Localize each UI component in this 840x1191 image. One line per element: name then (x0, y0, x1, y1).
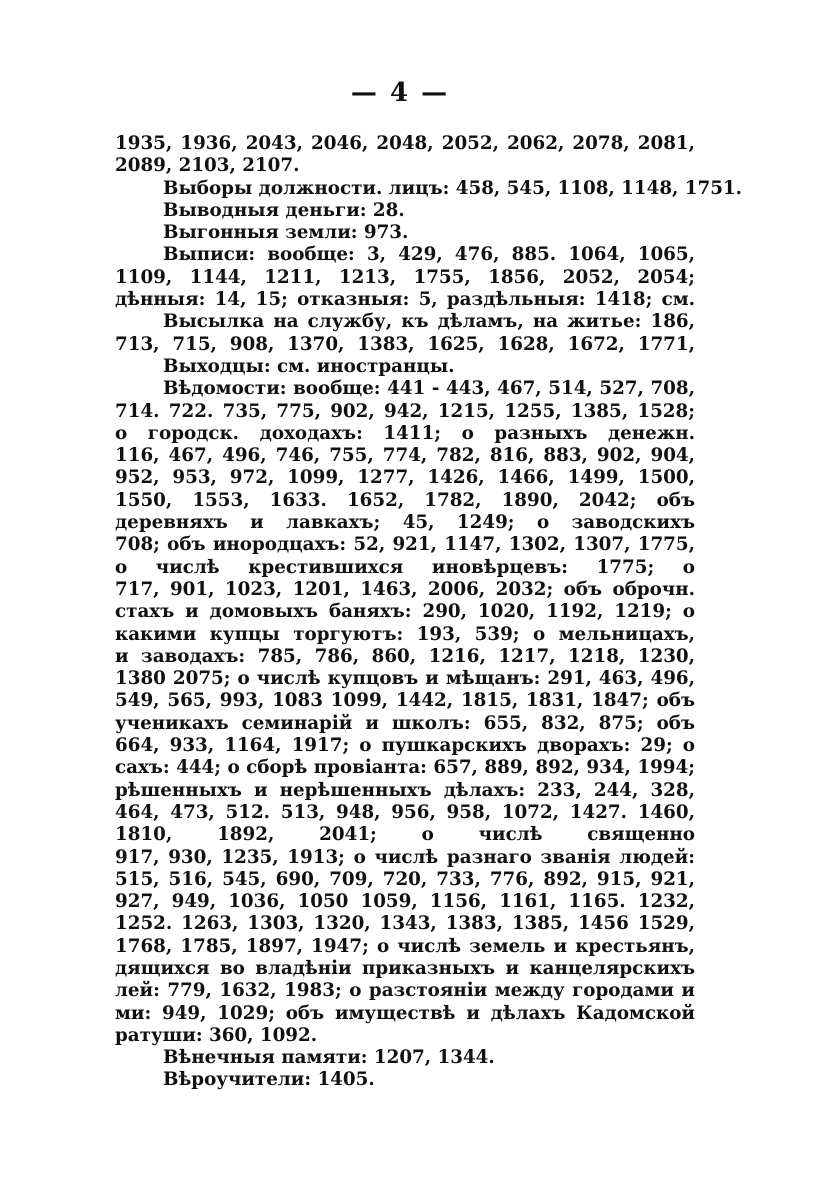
text-line: Выгонныя земли: 973. (163, 222, 409, 244)
text-line: какими купцы торгуютъ: 193, 539; о мельницахъ, (115, 623, 695, 645)
text-line: сахъ: 444; о сборѣ провіанта: 657, 889, 892, 934, 1994; (115, 757, 695, 779)
text-line: дящихся во владѣніи приказныхъ и канцелярскихъ (115, 957, 695, 979)
text-line: 952, 953, 972, 1099, 1277, 1426, 1466, 1499, 1500, (115, 467, 695, 489)
text-line: ученикахъ семинарій и школъ: 655, 832, 875; объ (115, 712, 695, 734)
text-line: 2089, 2103, 2107. (115, 155, 300, 177)
text-line: 1109, 1144, 1211, 1213, 1755, 1856, 2052, 2054; (115, 266, 695, 288)
text-line: 714. 722. 735, 775, 902, 942, 1215, 1255, 1385, 1528; (115, 400, 695, 422)
text-line: и заводахъ: 785, 786, 860, 1216, 1217, 1218, 1230, (115, 645, 695, 667)
text-line: Вѣнечныя памяти: 1207, 1344. (163, 1047, 495, 1069)
text-line: 515, 516, 545, 690, 709, 720, 733, 776, 892, 915, 921, (115, 868, 695, 890)
page-number: — 4 — (350, 78, 450, 108)
text-line: Выводныя деньги: 28. (163, 199, 405, 221)
text-line: 1935, 1936, 2043, 2046, 2048, 2052, 2062, 2078, 2081, (115, 133, 695, 154)
text-line: 708; объ инородцахъ: 52, 921, 1147, 1302, 1307, 1775, (115, 534, 695, 556)
text-line: 464, 473, 512. 513, 948, 956, 958, 1072, 1427. 1460, (115, 801, 695, 823)
index-text-block (115, 133, 743, 1092)
text-line: Вѣроучители: 1405. (163, 1069, 375, 1091)
text-line: Выходцы: см. иностранцы. (163, 355, 455, 377)
text-line: 927, 949, 1036, 1050 1059, 1156, 1161, 1165. 1232, (115, 891, 695, 913)
text-line: 549, 565, 993, 1083 1099, 1442, 1815, 1831, 1847; объ (115, 690, 695, 712)
text-line: 717, 901, 1023, 1201, 1463, 2006, 2032; объ оброчн. (115, 578, 695, 600)
text-line: 1252. 1263, 1303, 1320, 1343, 1383, 1385, 1456 1529, (115, 913, 695, 935)
text-line: 1810, 1892, 2041; о числѣ священно (115, 824, 695, 846)
text-line: 1550, 1553, 1633. 1652, 1782, 1890, 2042; объ (115, 489, 695, 511)
text-line: Высылка на службу, къ дѣламъ, на житье: 186, (163, 311, 695, 333)
text-line: 1768, 1785, 1897, 1947; о числѣ земель и крестьянъ, (115, 935, 695, 957)
text-line: 116, 467, 496, 746, 755, 774, 782, 816, 883, 902, 904, (115, 445, 695, 467)
text-line: деревняхъ и лавкахъ; 45, 1249; о заводскихъ (115, 512, 695, 534)
text-line: 713, 715, 908, 1370, 1383, 1625, 1628, 1672, 1771, (115, 333, 695, 355)
text-line: ратуши: 360, 1092. (115, 1024, 318, 1046)
text-line: стахъ и домовыхъ баняхъ: 290, 1020, 1192, 1219; о (115, 601, 695, 623)
text-line: 1380 2075; о числѣ купцовъ и мѣщанъ: 291, 463, 496, (115, 668, 695, 690)
text-line: рѣшенныхъ и нерѣшенныхъ дѣлахъ: 233, 244, 328, (115, 779, 695, 801)
text-line: 917, 930, 1235, 1913; о числѣ разнаго званія людей: (115, 846, 695, 868)
text-line: Выписи: вообще: 3, 429, 476, 885. 1064, 1065, (163, 244, 695, 266)
text-line: Вѣдомости: вообще: 441 - 443, 467, 514, 527, 708, (163, 378, 695, 400)
text-line: ми: 949, 1029; объ имуществѣ и дѣлахъ Кадомской (115, 1002, 695, 1024)
text-line: 664, 933, 1164, 1917; о пушкарскихъ дворахъ: 29; о (115, 735, 695, 757)
text-line: дѣнныя: 14, 15; отказныя: 5, раздѣльныя: 1418; см. (115, 289, 695, 311)
text-line: лей: 779, 1632, 1983; о разстояніи между городами и (115, 980, 695, 1002)
text-line: Выборы должности. лицъ: 458, 545, 1108, 1148, 1751. (163, 177, 743, 199)
text-line: о числѣ крестившихся иновѣрцевъ: 1775; о (115, 556, 695, 578)
text-line: о городск. доходахъ: 1411; о разныхъ денежн. (115, 422, 695, 444)
